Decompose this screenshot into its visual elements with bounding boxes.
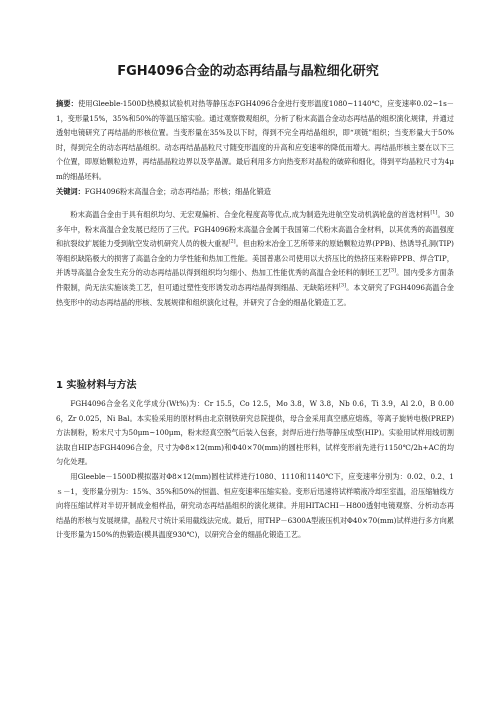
paper-title: FGH4096合金的动态再结晶与晶粒细化研究 (117, 64, 379, 79)
section-body (56, 397, 454, 543)
intro-text-5: 。本文研究了FGH4096高温合金热变形中的动态再结晶的形核、发展规律和组织演化过程，并研究了合金的细晶化锻造工艺。 (56, 282, 454, 307)
keywords-paragraph (56, 185, 454, 200)
introduction-paragraph (56, 208, 454, 310)
citation-2: [2] (228, 238, 236, 245)
intro-text-3: 。但由粉末冶金工艺所带来的原始颗粒边界(PPB)、热诱导孔洞(TIP)等组织缺陷极大的损害了高温合金的力学性能和热加工性能。美国普惠公司使用以大挤压比的热挤压来粉碎PPB、焊合TIP，并诱导高温合金发生充分的动态再结晶以得到组织均匀细小、热加工性能优秀的高温合金坯料的制坯工艺 (56, 239, 454, 278)
intro-text-4: 。国内受多方面条件限制，尚无法实施该类工艺，但可通过塑性变形诱发动态再结晶得到细晶、无缺陷坯料 (56, 268, 454, 292)
citation-3: [3] (388, 267, 397, 274)
abstract-paragraph (56, 97, 454, 185)
citation-1: [1] (430, 209, 438, 216)
keywords-text: FGH4096粉末高温合金；动态再结晶；形核；细晶化锻造 (84, 186, 271, 196)
citation-4: [3] (338, 282, 347, 289)
intro-text-2: 。30多年中，粉末高温合金发展已经历了三代。FGH4096粉末高温合金属于我国第二代粉末高温合金材料，以其优秀的高温强度和抗裂纹扩展能力受到航空发动机研究人员的极大重视 (56, 210, 454, 249)
section-heading: 1 实验材料与方法 (56, 380, 137, 391)
abstract-label: 摘要： (56, 99, 78, 108)
methods-paragraph: 用Gleeble－1500D模拟器对Φ8×12(mm)圆柱试样进行1080、1110和1140℃下，应变速率分别为：0.02、0.2、1ｓ－1，变形量分别为：15%、35%和50%的恒温、恒应变速率压缩实验。变形后迅速将试样喷液冷却至室温，沿压缩轴线方向将压缩试样对半切开制成金相样品，研究动态再结晶组织的演化规律。并用HITACHI－H800透射电镜观察、分析动态再结晶的形核与发展规律，晶粒尺寸统计采用截线法完成。最后，用THP－6300A型液压机对Φ40×70(mm)试样进行多方向累计变形量为150%的热锻造(模具温度930℃)，以研究合金的细晶化锻造工艺。 (56, 471, 454, 540)
abstract (56, 97, 454, 199)
abstract-text: 使用Gleeble-1500D热模拟试验机对热等静压态FGH4096合金进行变形温度1080~1140℃，应变速率0.02~1s－1，变形量15%，35%和50%的等温压缩实验。通过观察微观组织，分析了粉末高温合金动态再结晶的组织演化规律，并通过透射电镜研究了再结晶的形核位置。当变形量在35%及以下时，得到不完全再结晶组织，即“项链”组织；当变形量大于50%时，得到完全的动态再结晶组织。动态再结晶晶粒尺寸随变形温度的升高和应变速率的降低而增大。再结晶形核主要在以下三个位置，即原始颗粒边界，再结晶晶粒边界以及孪晶源。最后利用多方向热变形对晶粒的破碎和细化，得到平均晶粒尺寸为4μm的细晶坯料。 (56, 99, 454, 181)
materials-paragraph: FGH4096合金名义化学成分(Wt%)为：Cr 15.5，Co 12.5，Mo 3.8，W 3.8，Nb 0.6，Ti 3.9，Al 2.0，B 0.006，Zr 0.025，Ni Bal。本实验采用的原材料由北京钢铁研究总院提供，母合金采用真空感应熔炼，等离子旋转电极(PREP)方法制粉，粉末尺寸为50μm~100μm，粉末经真空脱气后装入包套，封焊后进行热等静压成型(HIP)。实验用试样用线切割法取自HIP态FGH4096合金，尺寸为Φ8×12(mm)和Φ40×70(mm)的圆柱形料，试样变形前先进行1150℃/2h+AC的均匀化处理。 (56, 399, 454, 467)
keywords-label: 关键词： (56, 186, 85, 196)
intro-text-1: 粉末高温合金由于具有组织均匀、无宏观偏析、合金化程度高等优点,成为制造先进航空发动机涡轮盘的首选材料 (70, 210, 431, 219)
